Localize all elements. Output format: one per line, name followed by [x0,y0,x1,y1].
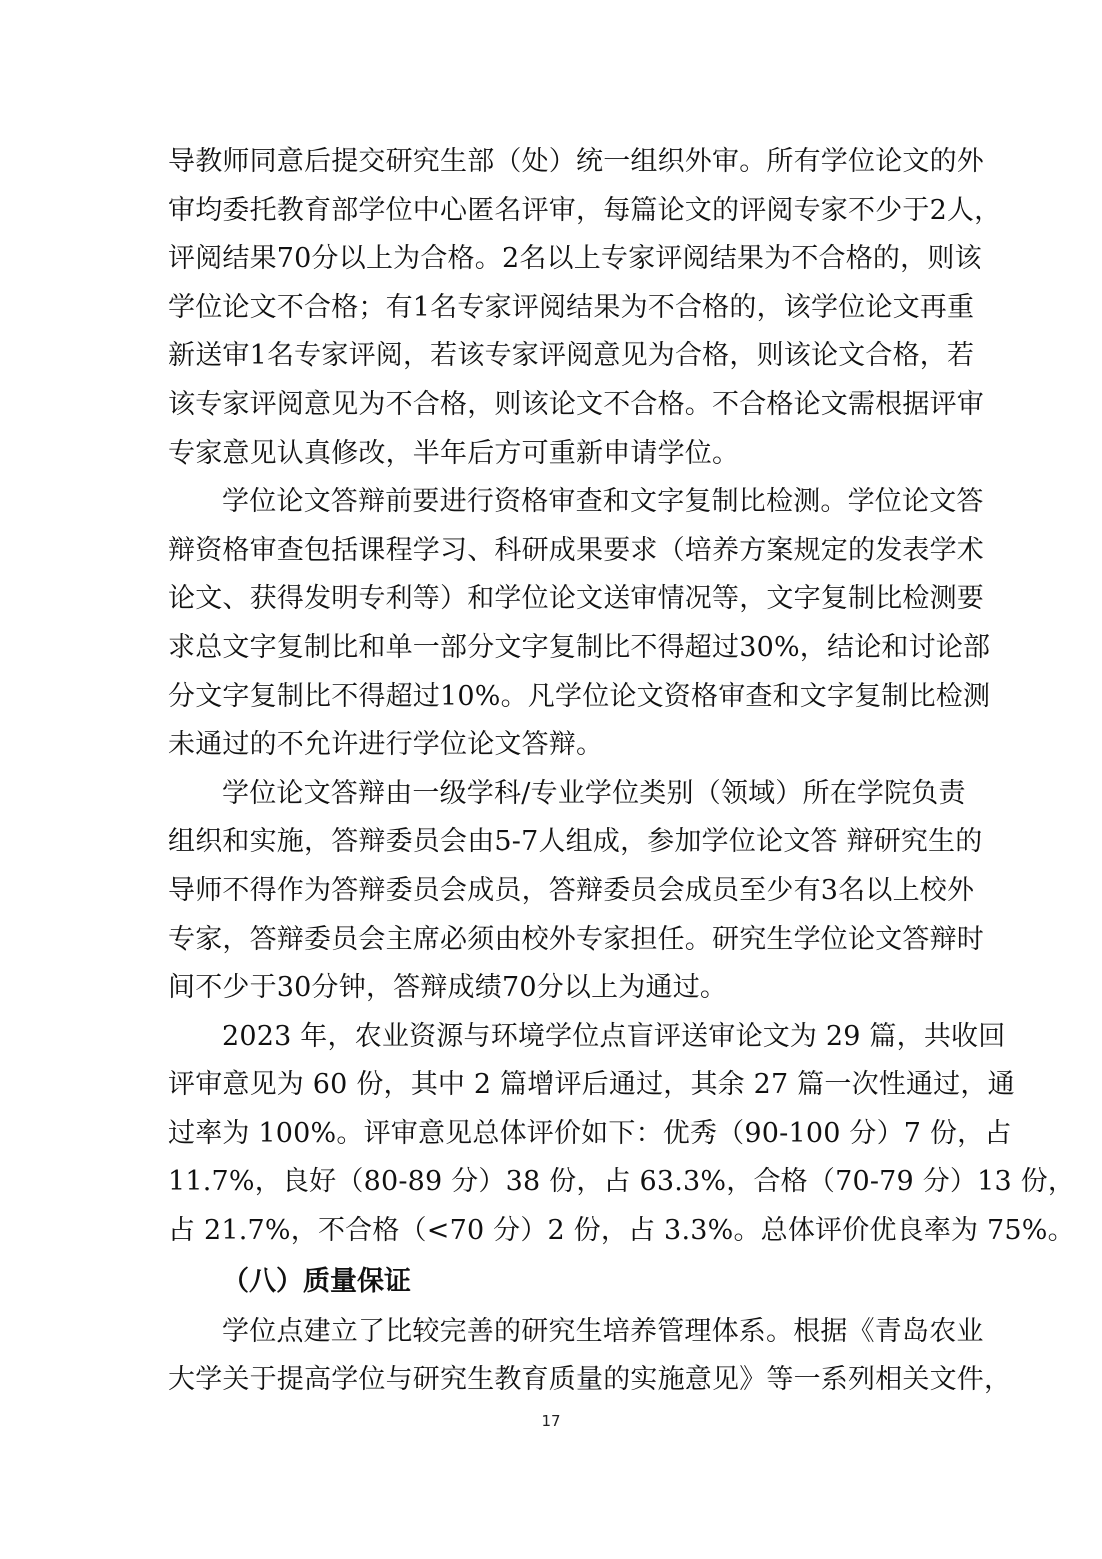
text-line: 11.7%，良好（80-89 分）38 份，占 63.3%，合格（70-79 分）13 份， [168,1166,1076,1198]
text-line: 组织和实施，答辩委员会由5-7人组成，参加学位论文答 辩研究生的 [168,826,983,858]
page-number: 17 [541,1412,561,1430]
text-line: 论文、获得发明专利等）和学位论文送审情况等，文字复制比检测要 [168,583,984,615]
paragraph-qualification-check [168,478,991,770]
paragraph-external-review [168,138,1002,478]
text-line: 专家意见认真修改，半年后方可重新申请学位。 [168,437,740,469]
text-line: 新送审1名专家评阅，若该专家评阅意见为合格，则该论文合格，若 [168,340,975,372]
text-line: 学位论文答辩由一级学科/专业学位类别（领域）所在学院负责 [222,777,966,809]
paragraph-quality-assurance [168,1308,1012,1405]
text-line: 辩资格审查包括课程学习、科研成果要求（培养方案规定的发表学术 [168,534,984,566]
text-line: 学位点建立了比较完善的研究生培养管理体系。根据《青岛农业 [222,1315,984,1347]
text-line: 导教师同意后提交研究生部（处）统一组织外审。所有学位论文的外 [168,146,984,177]
text-line: 求总文字复制比和单一部分文字复制比不得超过30%，结论和讨论部 [168,631,991,663]
text-line: 占 21.7%，不合格（<70 分）2 份，占 3.3%。总体评价优良率为 75%。 [168,1215,1075,1247]
text-line: 评审意见为 60 份，其中 2 篇增评后通过，其余 27 篇一次性通过，通 [168,1069,1015,1101]
paragraph-2023-review-stats [168,1013,1076,1256]
text-line: 导师不得作为答辩委员会成员，答辩委员会成员至少有3名以上校外 [168,874,975,906]
section-heading: （八）质量保证 [222,1265,411,1297]
body-text [168,138,1076,1405]
text-line: 大学关于提高学位与研究生教育质量的实施意见》等一系列相关文件， [168,1364,1012,1396]
text-line: 分文字复制比不得超过10%。凡学位论文资格审查和文字复制比检测 [168,680,991,712]
text-line: 2023 年，农业资源与环境学位点盲评送审论文为 29 篇，共收回 [222,1020,1006,1052]
text-line: 专家，答辩委员会主席必须由校外专家担任。研究生学位论文答辩时 [168,923,984,955]
text-line: 评阅结果70分以上为合格。2名以上专家评阅结果为不合格的，则该 [168,243,982,275]
text-line: 间不少于30分钟，答辩成绩70分以上为通过。 [168,972,728,1004]
text-line: 未通过的不允许进行学位论文答辩。 [168,729,604,761]
text-line: 过率为 100%。评审意见总体评价如下：优秀（90-100 分）7 份，占 [168,1117,1012,1149]
text-line: 学位论文不合格；有1名专家评阅结果为不合格的，该学位论文再重 [168,291,975,323]
text-line: 该专家评阅意见为不合格，则该论文不合格。不合格论文需根据评审 [168,388,984,420]
paragraph-defense-committee [168,770,984,1013]
text-line: 学位论文答辩前要进行资格审查和文字复制比检测。学位论文答 [222,486,984,518]
text-line: 审均委托教育部学位中心匿名评审，每篇论文的评阅专家不少于2人， [168,194,1002,226]
